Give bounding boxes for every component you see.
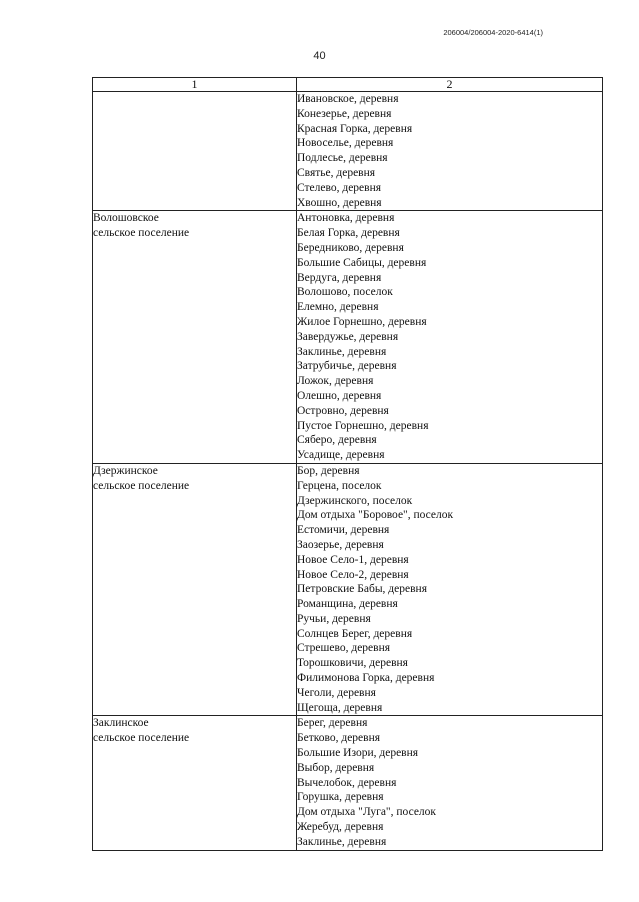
place-item: Новое Село-1, деревня	[297, 553, 409, 566]
place-item: Антоновка, деревня	[297, 212, 395, 225]
place-item: Дзержинского, поселок	[297, 494, 413, 507]
table-row	[93, 211, 603, 464]
places-cell	[297, 716, 603, 850]
place-item: Романщина, деревня	[297, 598, 398, 611]
places-cell	[297, 211, 603, 464]
place-item: Ивановское, деревня	[297, 93, 399, 105]
place-item: Горушка, деревня	[297, 791, 384, 804]
place-item: Дом отдыха "Луга", поселок	[297, 806, 436, 819]
place-item: Ложок, деревня	[297, 375, 374, 388]
place-item: Белая Горка, деревня	[297, 227, 400, 240]
place-item: Завердужье, деревня	[297, 330, 399, 343]
region-name-line: сельское поселение	[93, 479, 190, 492]
place-item: Естомичи, деревня	[297, 524, 390, 537]
place-item: Островно, деревня	[297, 404, 389, 417]
place-item: Большие Изори, деревня	[297, 747, 419, 760]
place-item: Новое Село-2, деревня	[297, 568, 409, 581]
place-item: Стрешево, деревня	[297, 642, 391, 655]
place-item: Заклинье, деревня	[297, 345, 387, 358]
places-cell	[297, 92, 603, 211]
place-item: Большие Сабицы, деревня	[297, 256, 427, 269]
place-item: Вычелобок, деревня	[297, 776, 397, 789]
table-row	[93, 463, 603, 716]
place-item: Жилое Горнешно, деревня	[297, 315, 427, 328]
place-item: Солнцев Берег, деревня	[297, 627, 413, 640]
place-item: Вердуга, деревня	[297, 271, 382, 284]
place-item: Заозерье, деревня	[297, 538, 384, 551]
place-item: Елемно, деревня	[297, 301, 379, 314]
table-header-row	[93, 78, 603, 92]
region-cell	[93, 211, 297, 464]
place-item: Подлесье, деревня	[297, 152, 388, 165]
place-item: Олешно, деревня	[297, 389, 382, 402]
place-item: Бор, деревня	[297, 464, 360, 477]
places-cell	[297, 463, 603, 716]
place-item: Выбор, деревня	[297, 761, 375, 774]
place-item: Усадище, деревня	[297, 449, 385, 462]
place-item: Жеребуд, деревня	[297, 821, 384, 834]
place-item: Герцена, поселок	[297, 479, 382, 492]
region-name-line: Заклинское	[93, 717, 149, 730]
place-item: Конезерье, деревня	[297, 107, 392, 120]
place-item: Дом отдыха "Боровое", поселок	[297, 509, 454, 522]
table-row	[93, 716, 603, 850]
place-item: Сяберо, деревня	[297, 434, 377, 447]
region-name-line: сельское поселение	[93, 227, 190, 240]
region-cell	[93, 716, 297, 850]
document-id: 206004/206004-2020-6414(1)	[443, 28, 543, 37]
place-item: Затрубичье, деревня	[297, 360, 397, 373]
place-item: Красная Горка, деревня	[297, 122, 413, 135]
place-item: Берег, деревня	[297, 717, 368, 730]
place-item: Чеголи, деревня	[297, 686, 376, 699]
place-item: Заклинье, деревня	[297, 835, 387, 848]
region-name-line: сельское поселение	[93, 732, 190, 745]
place-item: Щегоща, деревня	[297, 701, 383, 714]
region-cell	[93, 463, 297, 716]
column-header-1: 1	[93, 78, 297, 92]
place-item: Новоселье, деревня	[297, 137, 394, 150]
place-item: Филимонова Горка, деревня	[297, 672, 435, 685]
place-item: Святье, деревня	[297, 166, 376, 179]
settlements-table	[92, 77, 603, 851]
place-item: Бередниково, деревня	[297, 241, 404, 254]
place-item: Торошковичи, деревня	[297, 657, 408, 670]
place-item: Волошово, поселок	[297, 286, 393, 299]
region-name-line: Волошовское	[93, 212, 159, 225]
place-item: Ручьи, деревня	[297, 612, 371, 625]
place-item: Стелево, деревня	[297, 181, 382, 194]
page-number: 40	[313, 50, 326, 62]
place-item: Пустое Горнешно, деревня	[297, 419, 429, 432]
place-item: Бетково, деревня	[297, 732, 381, 745]
place-item: Хвошно, деревня	[297, 196, 382, 209]
place-item: Петровские Бабы, деревня	[297, 583, 427, 596]
table-row	[93, 92, 603, 211]
column-header-2: 2	[297, 78, 603, 92]
region-cell	[93, 92, 297, 211]
region-name-line: Дзержинское	[93, 464, 158, 477]
